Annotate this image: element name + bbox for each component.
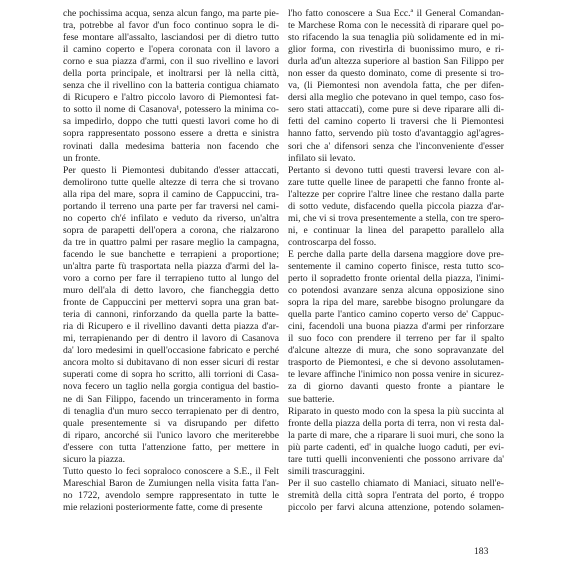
text-line: di tenaglia d'un muro secco terrapienato per di dentro, — [63, 405, 279, 417]
text-line: piccolo per farvi alcuna attenzione, potendo solamen- — [288, 501, 504, 513]
text-line: sopra la ripa del mare, sarebbe bisogno prolungare da — [288, 297, 504, 309]
text-line: Pertanto si devono tutti questi traversi levare con al- — [288, 164, 504, 176]
text-line: glior forma, con rivestirla di buonissimo muro, e ri- — [288, 44, 504, 56]
text-line: infilato sii levato. — [288, 152, 356, 164]
text-line: fese montare all'assalto, lasciandosi per di dietro tutto — [63, 32, 279, 44]
text-line: rovinati dalla medesima batteria non facendo che — [63, 140, 279, 152]
text-line: no coperto ch'é infilato e veduto da riverso, un'altra — [63, 212, 279, 224]
text-line: mi, che vi si trova presentemente a stella, con tre spero- — [288, 212, 504, 224]
text-line: fetti del camino coperto li traversi che li Piemontesi — [288, 116, 504, 128]
text-line: Per il suo castello chiamato di Maniaci, situato nell'e- — [288, 477, 504, 489]
text-line: sicuro la piazza. — [63, 453, 126, 465]
page-number: 183 — [474, 546, 489, 557]
text-line: d'essere con tutta l'attenzione fatto, per mettere in — [63, 441, 279, 453]
text-line: di riparo, ancorché sii l'unico lavoro che meriterebbe — [63, 429, 279, 441]
text-line: trasporto de Piemontesi, e che si devono assolutamen- — [288, 357, 504, 369]
text-line: stremità della città sopra l'entrata del porto, é troppo — [288, 489, 504, 501]
text-line: sa impedirlo, doppo che tutti questi lavori come ho di — [63, 116, 279, 128]
text-line: Mareschial Baron de Zumiungen nella visita fatta l'an- — [63, 477, 279, 489]
text-line: perto il sopradetto fronte oriental della piazza, l'inimi- — [288, 273, 504, 285]
right-column — [288, 8, 504, 514]
text-line: non esser da questo dominato, come di presente si tro- — [288, 68, 504, 80]
text-line: la parte di mare, che a riparare li suoi muri, che sono la — [288, 429, 504, 441]
text-line: portando il terreno una parte per far traversi nel cami- — [63, 200, 279, 212]
text-line: voro a corno per fare il terrapieno tutto al lungo del — [63, 273, 279, 285]
text-line: Tutto questo lo feci sopraloco conoscere a S.E., il Felt — [63, 465, 279, 477]
text-line: che pochissima acqua, senza alcun fango, ma parte pie- — [63, 8, 279, 19]
text-line: ni, e continuar la linea del parapetto parallelo alla — [288, 224, 504, 236]
text-line: simili trascuraggini. — [288, 465, 365, 477]
text-line: Riparato in questo modo con la spesa la più succinta al — [288, 405, 504, 417]
text-line: alla ripa del mare, sopra il camino de Cappuccini, tra- — [63, 188, 279, 200]
text-line: di sotto vedute, disfacendo quella piccola piazza d'ar- — [288, 200, 504, 212]
text-line: sori che a' difensori senza che l'inconveniente d'esser — [288, 140, 504, 152]
text-line: superati come di sopra ho scritto, alli torrioni di Casa- — [63, 369, 279, 381]
text-line: demolirono tutte quelle altezze di terra che si trovano — [63, 176, 279, 188]
text-line: da' loro medesimi in quell'occasione fabricato e perché — [63, 345, 279, 357]
text-line: un fronte. — [63, 152, 101, 164]
text-line: tra, potrebbe al favor d'un foco continuo sopra le di- — [63, 20, 279, 32]
text-line: mi, terrapienando per di dentro il lavoro di Casanova — [63, 333, 279, 345]
text-line: to sotto il nome di Casanova¹, potessero la minima co- — [63, 104, 279, 116]
text-line: hanno fatto, servendo più tosto d'avantaggio agl'agres- — [288, 128, 504, 140]
text-line: il camino coperto e l'opera coronata con il lavoro a — [63, 44, 279, 56]
text-line: mie relazioni posteriormente fatte, come di presente — [63, 501, 263, 513]
text-line: teria di cannoni, rinforzando da quella parte la batte- — [63, 309, 279, 321]
text-line: E perche dalla parte della darsena maggiore dove pre- — [288, 248, 504, 260]
text-line: co potendosi avanzare senza alcuna opposizione sino — [288, 285, 504, 297]
text-line: nova fecero un taglio nella gorgia contigua del bastio- — [63, 381, 279, 393]
text-line: fronte della piazza della porta di terra, non vi resta dal- — [288, 417, 504, 429]
text-line: sue batterie. — [288, 393, 335, 405]
text-line: za di giorno davanti questo fronte a piantare le — [288, 381, 504, 393]
text-line: d'alcune altezze di mura, che sono sopravanzate del — [288, 345, 504, 357]
text-line: un'altra parte fù trasportata nella piazza d'armi del la- — [63, 260, 279, 272]
text-line: più parte cadenti, ed' in qualche luogo caduti, per evi- — [288, 441, 504, 453]
text-line: corno e sua piazza d'armi, con il suo rivellino e lavori — [63, 56, 279, 68]
text-line: durla ad'un altezza superiore al bastion San Filippo per — [288, 56, 504, 68]
text-line: sentemente il camino coperto finisce, resta tutto sco- — [288, 260, 504, 272]
text-line: va, (li Piemontesi non avendola fatta, che per difen- — [288, 80, 504, 92]
text-line: Per questo li Piemontesi dubitando d'esser attaccati, — [63, 164, 279, 176]
text-line: ria di Ricupero e il rivellino davanti detta piazza d'ar- — [63, 321, 279, 333]
text-line: l'altezze per coprire l'altre linee che restano dalla parte — [288, 188, 504, 200]
text-line: da tre in quattro palmi per rasare meglio la campagna, — [63, 236, 279, 248]
text-line: della porta principale, et inoltrarsi per là nella città, — [63, 68, 279, 80]
text-line: sopra de parapetti dell'opera a corona, che rialzarono — [63, 224, 279, 236]
text-line: l'ho fatto conoscere a Sua Ecc.ª il General Comandan- — [288, 8, 504, 19]
text-line: tare tutti quelli inconvenienti che possono arrivare da' — [288, 453, 504, 465]
text-line: sopra rappresentato possono essere a dretta e sinistra — [63, 128, 279, 140]
text-line: no 1722, avendolo sempre rappresentato in tutte le — [63, 489, 279, 501]
text-line: dersi alla meglio che potevano in quel tempo, caso fos- — [288, 92, 504, 104]
text-line: ne di San Filippo, facendo un trinceramento in forma — [63, 393, 279, 405]
text-line: zare tutte quelle linee de parapetti che fanno fronte al- — [288, 176, 504, 188]
text-line: di Ricupero e l'altro piccolo lavoro di Piemontesi fat- — [63, 92, 279, 104]
text-line: sto rifacendo la sua tenaglia più solidamente ed in mi- — [288, 32, 504, 44]
text-line: quale presentemente si va disrupando per difetto — [63, 417, 279, 429]
text-line: controscarpa del fosso. — [288, 236, 377, 248]
text-line: fronte de Cappuccini per mettervi sopra una gran bat- — [63, 297, 279, 309]
text-line: sero stati attaccati), come pure si deve riparare alli di- — [288, 104, 504, 116]
text-line: ancora molto si dubitavano di non esser sicuri di restar — [63, 357, 279, 369]
text-line: te levare affinche l'inimico non possa venire in sicurez- — [288, 369, 504, 381]
text-line: te Marchese Roma con le necessità di riparare quel po- — [288, 20, 504, 32]
text-line: quella parte l'antico camino coperto verso de' Cappuc- — [288, 309, 504, 321]
text-line: il suo foco con prendere il terreno per far il spalto — [288, 333, 504, 345]
text-line: senza che il rivellino con la batteria contigua chiamato — [63, 80, 279, 92]
text-line: facendo le sue banchette e terrapieni a proportione; — [63, 248, 279, 260]
text-line: cini, facendoli una buona piazza d'armi per rinforzare — [288, 321, 504, 333]
left-column — [63, 8, 279, 514]
text-line: muro dell'ala di detto lavoro, che fiancheggia detto — [63, 285, 279, 297]
